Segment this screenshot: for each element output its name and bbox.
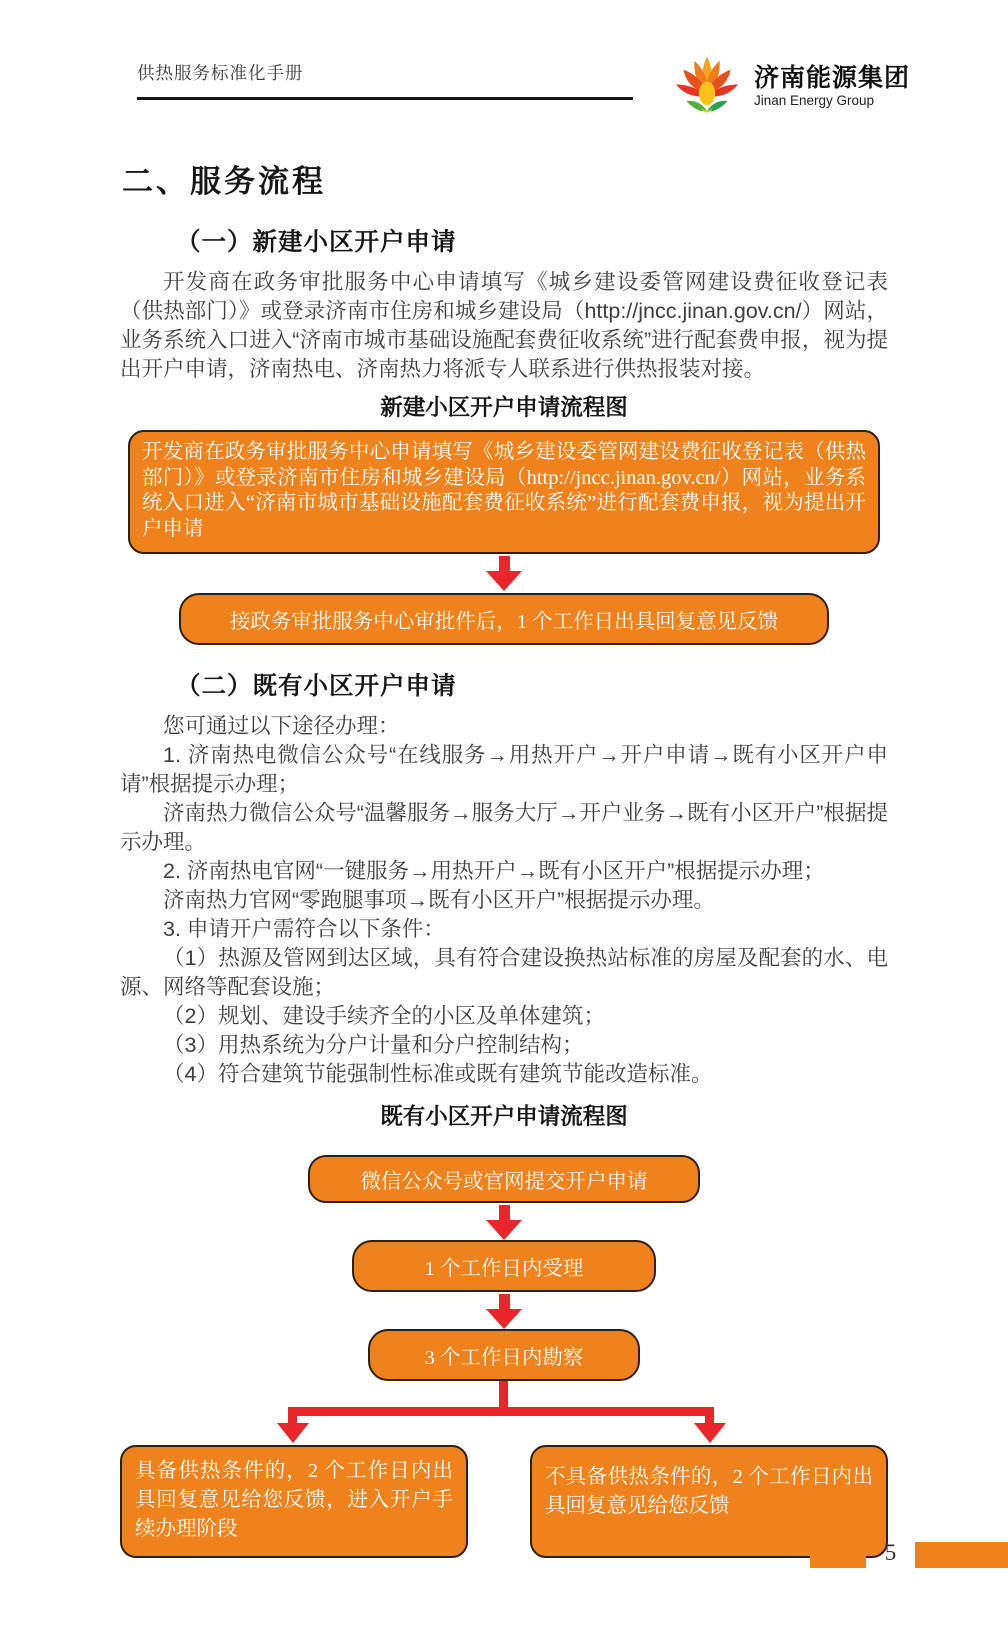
brand-text bbox=[754, 64, 910, 108]
section2-paragraph: 您可通过以下途径办理： bbox=[163, 714, 400, 738]
flow-arrow-down-icon bbox=[486, 1205, 522, 1240]
page-header bbox=[0, 0, 1008, 120]
lotus-logo-icon bbox=[670, 52, 744, 120]
section2-paragraph: 2. 济南热电官网“一键服务→用热开户→既有小区开户”根据提示办理； bbox=[163, 859, 825, 883]
flowchart2-result-no-box: 不具备供热条件的，2 个工作日内出具回复意见给您反馈 bbox=[530, 1445, 888, 1558]
section2-paragraph: （1）热源及管网到达区域，具有符合建设换热站标准的房屋及配套的水、电源、网络等配套设施； bbox=[120, 946, 888, 999]
flowchart1-step1-box: 开发商在政务审批服务中心申请填写《城乡建设委管网建设费征收登记表（供热部门）》或登录济南市住房和城乡建设局（http://jncc.jinan.gov.cn/）网站，业务系统入口进入“济南市城市基础设施配套费征收系统”进行配套费申报，视为提出开户申请 bbox=[128, 430, 880, 554]
flow-branch-connector-icon bbox=[120, 1381, 888, 1445]
section2-paragraph: 1. 济南热电微信公众号“在线服务→用热开户→开户申请→既有小区开户申请”根据提示办理； bbox=[120, 743, 888, 796]
flowchart2-step2-box: 1 个工作日内受理 bbox=[352, 1240, 656, 1292]
section2-paragraph: 3. 申请开户需符合以下条件： bbox=[163, 917, 445, 941]
section1-heading: （一）新建小区开户申请 bbox=[176, 229, 457, 256]
section1-paragraph: 开发商在政务审批服务中心申请填写《城乡建设委管网建设费征收登记表（供热部门）》或登录济南市住房和城乡建设局（http://jncc.jinan.gov.cn/）网站，业务系统入口进入“济南市城市基础设施配套费征收系统”进行配套费申报，视为提出开户申请，济南热电、济南热力将派专人联系进行供热报装对接。 bbox=[120, 270, 888, 381]
brand-name-en: Jinan Energy Group bbox=[753, 92, 875, 108]
flowchart2-result-yes-box: 具备供热条件的，2 个工作日内出具回复意见给您反馈，进入开户手续办理阶段 bbox=[120, 1445, 468, 1558]
flow-arrow-down-icon bbox=[486, 556, 522, 591]
flowchart2-step3-box: 3 个工作日内勘察 bbox=[368, 1329, 640, 1381]
brand-name-cn: 济南能源集团 bbox=[753, 63, 910, 92]
flowchart1-title: 新建小区开户申请流程图 bbox=[380, 395, 628, 420]
flow-arrow-down-icon bbox=[486, 1294, 522, 1329]
brand-block bbox=[670, 52, 910, 120]
section2-paragraph: 济南热力官网“零跑腿事项→既有小区开户”根据提示办理。 bbox=[163, 888, 715, 912]
document-title: 供热服务标准化手册 bbox=[137, 60, 633, 100]
footer-decoration-right bbox=[915, 1542, 1008, 1568]
section2-heading: （二）既有小区开户申请 bbox=[176, 673, 457, 700]
footer-decoration-left bbox=[810, 1542, 866, 1568]
section2-paragraph: （3）用热系统为分户计量和分户控制结构； bbox=[163, 1033, 584, 1057]
flowchart1-step2-box: 接政务审批服务中心审批件后，1 个工作日出具回复意见反馈 bbox=[179, 593, 829, 645]
flowchart2-step1-box: 微信公众号或官网提交开户申请 bbox=[308, 1155, 700, 1203]
flowchart2 bbox=[120, 1155, 888, 1558]
section2-paragraph: 济南热力微信公众号“温馨服务→服务大厅→开户业务→既有小区开户”根据提示办理。 bbox=[120, 801, 888, 854]
page-number: 5 bbox=[884, 1540, 897, 1565]
section2-paragraph: （2）规划、建设手续齐全的小区及单体建筑； bbox=[163, 1004, 605, 1028]
chapter-title: 二、服务流程 bbox=[122, 164, 326, 199]
section2-paragraph: （4）符合建筑节能强制性标准或既有建筑节能改造标准。 bbox=[163, 1062, 713, 1086]
flowchart2-title: 既有小区开户申请流程图 bbox=[380, 1104, 628, 1129]
